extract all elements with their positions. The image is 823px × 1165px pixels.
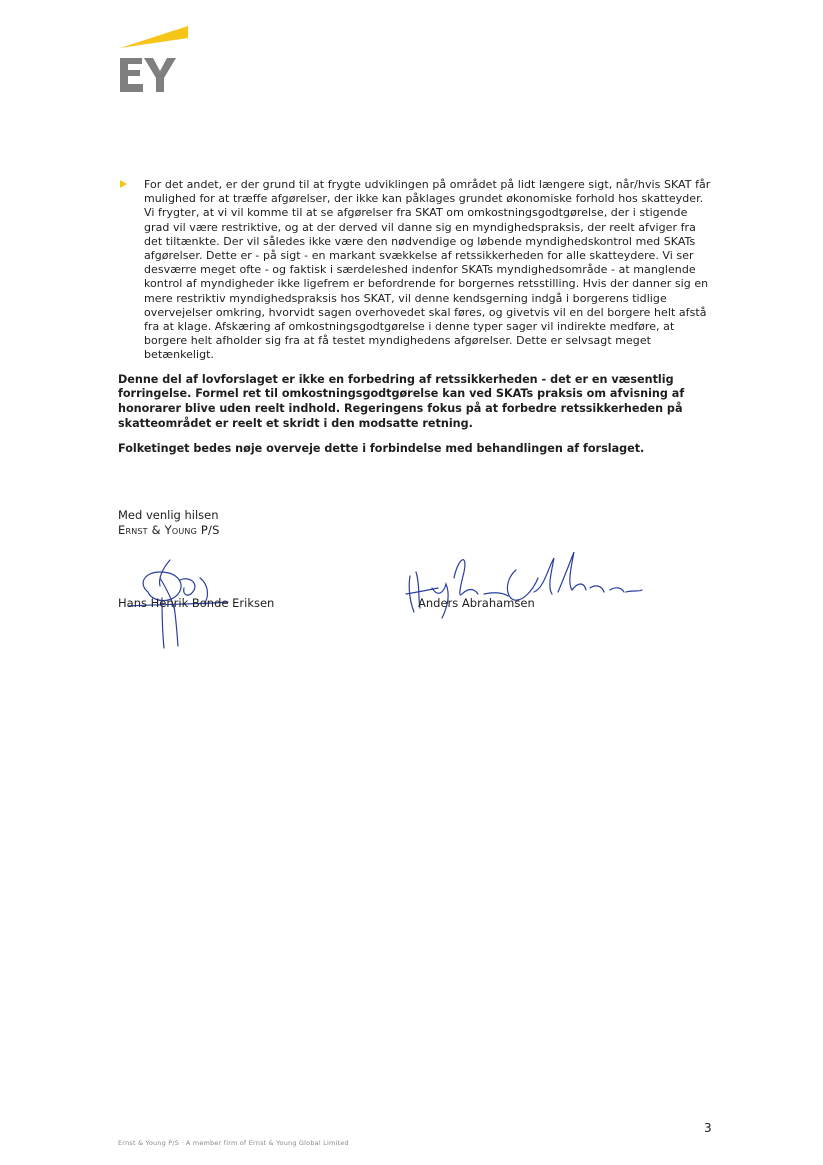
page-footer: Ernst & Young P/S · A member firm of Ernst & Young Global Limited [118,1139,349,1147]
ey-logo-beam [120,26,188,48]
signer-name-left: Hans Henrik Bonde Eriksen [118,596,275,610]
bullet-arrow-icon [120,180,127,188]
signature-right-ink [398,548,658,628]
bold-paragraph-request: Folketinget bedes nøje overveje dette i forbindelse med behandlingen af forslaget. [118,441,645,455]
signer-name-right: Anders Abrahamsen [418,596,535,610]
ey-logo-letter-e [120,58,143,92]
ey-logo [118,22,190,98]
closing-block [118,508,718,538]
letter-body [118,178,714,457]
bold-paragraph-conclusion: Denne del af lovforslaget er ikke en forbedring af retssikkerheden - det er en væsentlig forringelse. Formel ret til omkostningsgodtgørelse kan ved SKATs praksis om afvisning af honorarer blive uden reelt indhold. Regeringens fokus på at forbedre retssikkerheden på skatteområdet er reelt et skridt i den modsatte retning. [118,372,685,431]
ey-logo-letter-y [144,58,176,92]
bullet-paragraph: For det andet, er der grund til at frygte udviklingen på området på lidt længere sigt, når/hvis SKAT får mulighed for at træffe afgørelser, der ikke kan påklages grundet økonomiske forhold hos skatteyder. Vi frygter, at vi vil komme til at se afgørelser fra SKAT om omkostningsgodtgørelse, der i stigende grad vil være restriktive, og at der derved vil danne sig en myndighedspraksis, der reelt afviger fra det tiltænkte. Der vil således ikke være den nødvendige og løbende myndighedskontrol med SKATs afgørelser. Dette er - på sigt - en markant svækkelse af retssikkerheden for alle skatteydere. Vi ser desværre meget ofte - og faktisk i særdeleshed indenfor SKATs myndighedsområde - at manglende kontrol af myndigheder ikke ligefrem er befordrende for borgernes retsstilling. Hvis der danner sig en mere restriktiv myndighedspraksis hos SKAT, vil denne kendsgerning indgå i borgerens tidlige overvejelser omkring, hvorvidt sagen overhovedet skal føres, og givetvis vil en del borgere helt afstå fra at klage. Afskæring af omkostningsgodtgørelse i denne typer sager vil indirekte medføre, at borgere helt afholder sig fra at få testet myndighedens afgørelser. Dette er selvsagt meget betænkeligt. [144,178,711,362]
closing-firm-name: Ernst & Young P/S [118,523,220,537]
signature-right [398,548,658,628]
bullet-item [118,178,714,363]
page-number: 3 [704,1121,712,1135]
signature-left [108,548,308,658]
closing-greeting: Med venlig hilsen [118,508,219,522]
